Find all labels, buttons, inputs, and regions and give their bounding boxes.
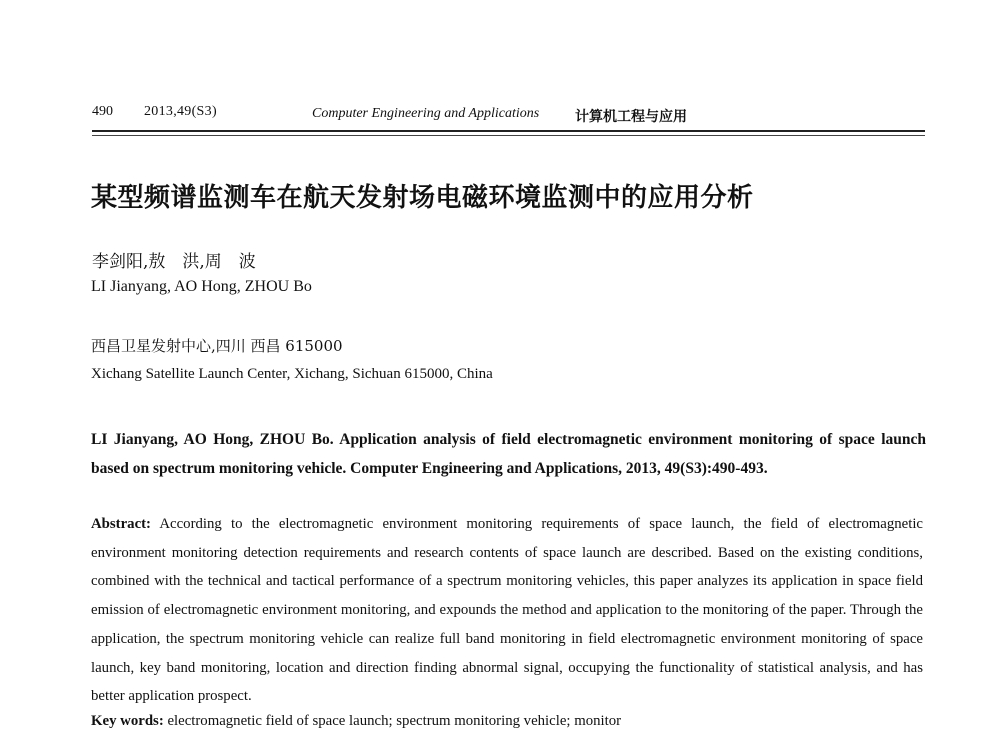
journal-name-cn: 计算机工程与应用: [575, 109, 687, 125]
page-number: 490: [92, 104, 113, 119]
affiliation-cn: 西昌卫星发射中心,四川 西昌 615000: [91, 337, 343, 355]
abstract: [91, 510, 923, 711]
issue-number: 2013,49(S3): [144, 104, 217, 119]
authors-cn: 李剑阳,敖 洪,周 波: [92, 252, 256, 272]
keywords-label: Key words:: [91, 713, 164, 729]
citation: LI Jianyang, AO Hong, ZHOU Bo. Application analysis of field electromagnetic environment monitoring of space launch based on spectrum monitoring vehicle. Computer Engineering and Applications, 2013, 49(S3):490-493.: [91, 431, 926, 477]
authors-en: LI Jianyang, AO Hong, ZHOU Bo: [91, 278, 312, 295]
journal-name-en: Computer Engineering and Applications: [312, 106, 540, 121]
running-header: [92, 104, 925, 138]
abstract-label: Abstract:: [91, 516, 151, 532]
header-rule-thin: [92, 135, 925, 136]
affiliation-en: Xichang Satellite Launch Center, Xichang, Sichuan 615000, China: [91, 366, 493, 382]
keywords: [91, 713, 923, 730]
abstract-text: According to the electromagnetic environment monitoring requirements of space launch, the field of electromagnetic environment monitoring detection requirements and research contents of space launch are described. Based on the existing conditions, combined with the technical and tactical performance of a spectrum monitoring vehicles, this paper analyzes its application in space field emission of electromagnetic environment monitoring, and expounds the method and application to the monitoring of the paper. Through the application, the spectrum monitoring vehicle can realize full band monitoring in field electromagnetic environment monitoring of space launch, key band monitoring, location and direction finding abnormal signal, occupying the functionality of statistical analysis, and has better application prospect.: [91, 516, 923, 705]
header-rule-thick: [92, 130, 925, 132]
keywords-text: electromagnetic field of space launch; spectrum monitoring vehicle; monitor: [167, 713, 622, 729]
paper-title: 某型频谱监测车在航天发射场电磁环境监测中的应用分析: [91, 183, 754, 213]
